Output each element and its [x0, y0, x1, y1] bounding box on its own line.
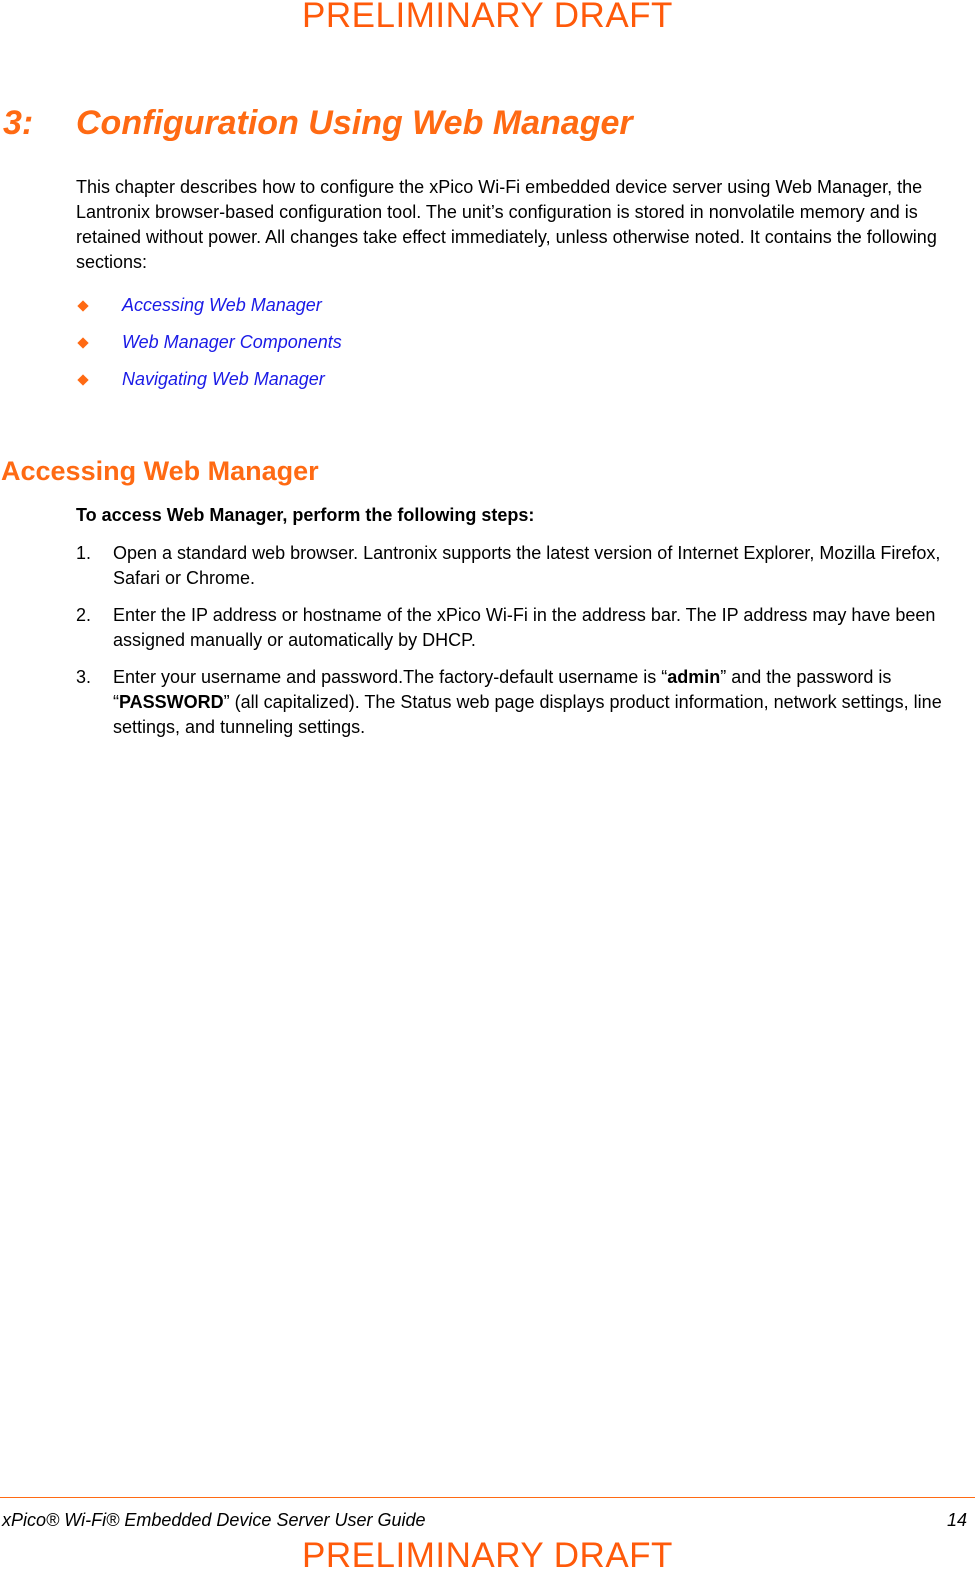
step-number: 2.	[76, 605, 92, 625]
preliminary-draft-watermark-top: PRELIMINARY DRAFT	[302, 0, 673, 35]
section-link-item	[76, 324, 342, 361]
link-web-manager-components[interactable]: Web Manager Components	[122, 332, 342, 352]
preliminary-draft-watermark-bottom: PRELIMINARY DRAFT	[302, 1536, 673, 1575]
default-password: PASSWORD	[119, 692, 224, 712]
section-link-item	[76, 361, 342, 398]
diamond-bullet-icon	[77, 374, 88, 385]
section-heading: Accessing Web Manager	[1, 456, 319, 486]
section-link-item	[76, 287, 342, 324]
chapter-number: 3:	[3, 104, 34, 142]
diamond-bullet-icon	[77, 300, 88, 311]
link-navigating-web-manager[interactable]: Navigating Web Manager	[122, 369, 325, 389]
footer-page-number: 14	[946, 1510, 967, 1530]
step-text-part: ” (all capitalized). The Status web page displays product information, network settings, line settings, and tunneling settings.	[113, 692, 942, 737]
step-text-part: ” and the password is “	[113, 667, 892, 712]
chapter-title-text: Configuration Using Web Manager	[76, 104, 633, 142]
section-links-list	[76, 287, 342, 398]
step-text	[113, 667, 942, 737]
step-item	[76, 603, 966, 653]
step-item	[76, 541, 966, 591]
step-text-part: Enter your username and password.The factory-default username is “	[113, 667, 668, 687]
step-text: Open a standard web browser. Lantronix supports the latest version of Internet Explorer, Mozilla Firefox, Safari or Chrome.	[113, 543, 941, 588]
link-accessing-web-manager[interactable]: Accessing Web Manager	[122, 295, 322, 315]
step-number: 3.	[76, 667, 92, 687]
steps-list	[76, 541, 966, 752]
chapter-title	[3, 103, 633, 144]
step-text: Enter the IP address or hostname of the xPico Wi-Fi in the address bar. The IP address may have been assigned manually or automatically by DHCP.	[113, 605, 936, 650]
chapter-intro-paragraph: This chapter describes how to configure the xPico Wi-Fi embedded device server using Web Manager, the Lantronix browser-based configuration tool. The unit’s configuration is stored in nonvolatile memory and is retained without power. All changes take effect immediately, unless otherwise noted. It contains the following sections:	[76, 177, 937, 272]
steps-intro: To access Web Manager, perform the following steps:	[76, 505, 535, 525]
footer-divider	[0, 1497, 975, 1498]
step-number: 1.	[76, 543, 92, 563]
default-username: admin	[667, 667, 721, 687]
diamond-bullet-icon	[77, 337, 88, 348]
footer-guide-title: xPico® Wi-Fi® Embedded Device Server User Guide	[2, 1510, 426, 1530]
step-item	[76, 665, 966, 740]
